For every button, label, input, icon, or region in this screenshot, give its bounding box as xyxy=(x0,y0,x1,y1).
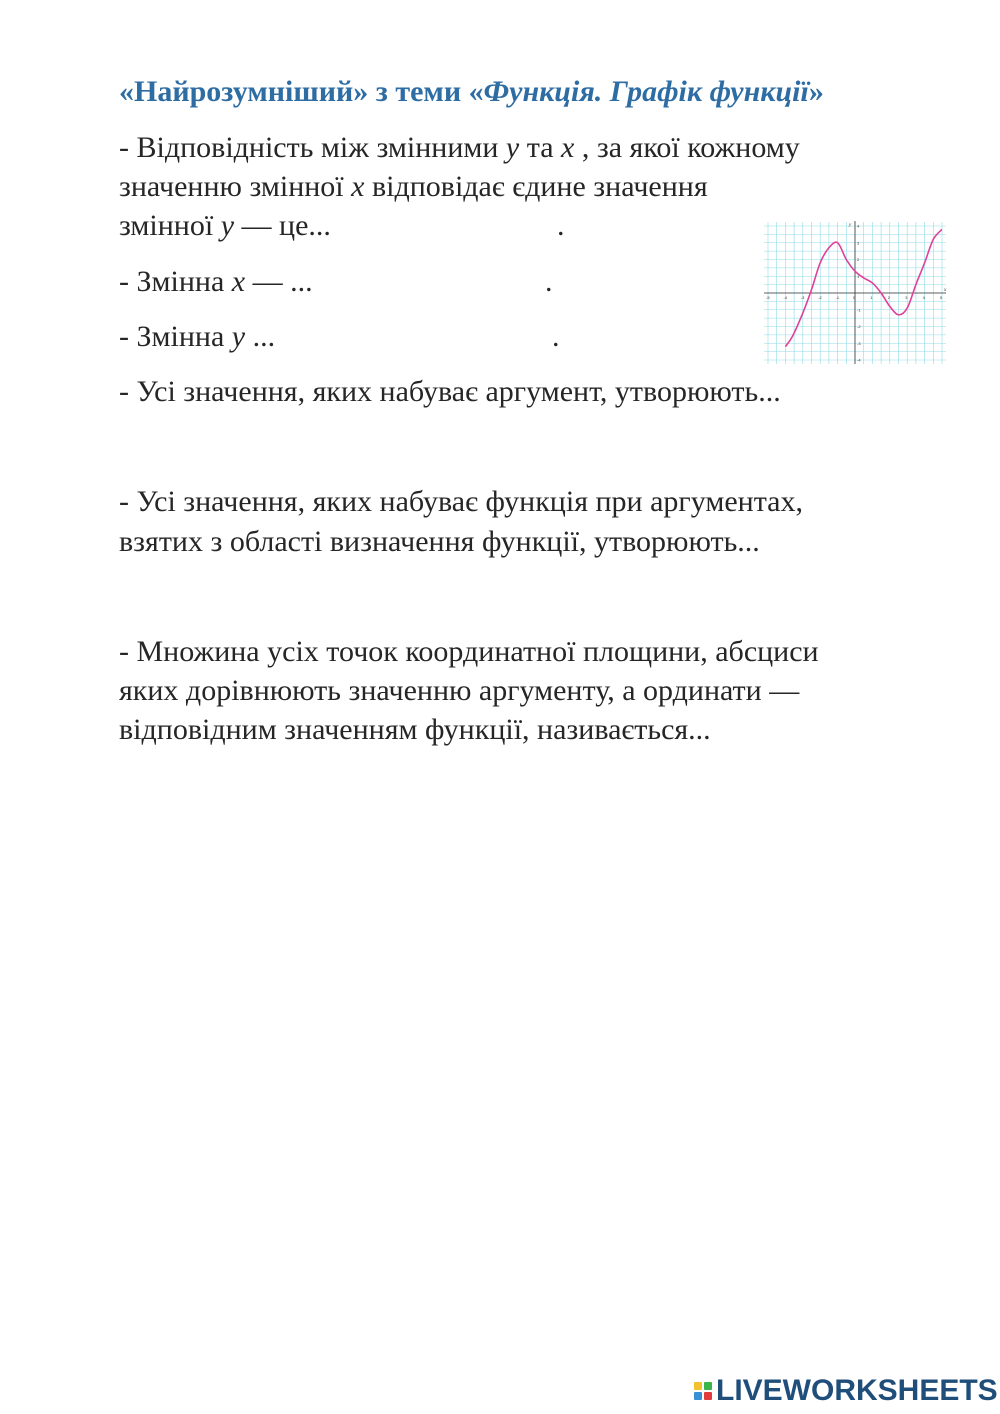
answer-3-end: . xyxy=(552,320,560,353)
question-4: - Усі значення, яких набуває аргумент, утворюють... xyxy=(119,375,781,408)
question-6-line-1: - Множина усіх точок координатної площини, абсциси xyxy=(119,635,819,668)
answer-1-end: . xyxy=(557,209,565,242)
brand-name: LIVEWORKSHEETS xyxy=(716,1374,998,1407)
question-3: - Змінна y ... xyxy=(119,320,276,353)
y-tick-label: -4 xyxy=(857,357,861,363)
x-tick-label: 3 xyxy=(905,295,908,300)
question-2: - Змінна x — ... xyxy=(119,265,313,298)
x-tick-label: -5 xyxy=(766,295,770,300)
function-graph xyxy=(762,220,948,365)
question-6-line-3: відповідним значенням функції, називається... xyxy=(119,713,711,746)
x-tick-label: -2 xyxy=(818,295,822,300)
x-tick-label: 2 xyxy=(887,295,891,300)
y-tick-label: -2 xyxy=(857,324,861,329)
question-1-line-2: значенню змінної x відповідає єдине значення xyxy=(119,170,708,203)
y-tick-label: 2 xyxy=(857,257,860,262)
x-tick-label: 1 xyxy=(870,295,873,300)
liveworksheets-logo xyxy=(694,1374,998,1408)
liveworksheets-logo-icon xyxy=(694,1382,712,1400)
worksheet-title: «Найрозумніший» з теми «Функція. Графік функції» xyxy=(119,75,824,108)
x-tick-label: 4 xyxy=(922,295,925,300)
y-axis-label: y xyxy=(849,223,852,228)
y-tick-label: 3 xyxy=(857,240,860,246)
y-tick-label: -3 xyxy=(857,340,861,346)
y-tick-label: 4 xyxy=(857,223,860,229)
x-tick-label: 0 xyxy=(853,295,856,300)
x-tick-label: -4 xyxy=(783,295,787,300)
y-tick-label: 1 xyxy=(857,273,860,279)
question-1-line-3: змінної y — це... xyxy=(119,209,331,242)
x-tick-label: -3 xyxy=(800,295,805,300)
y-tick-label: -1 xyxy=(857,307,861,313)
graph-axes xyxy=(764,221,947,364)
question-1-line-1: - Відповідність між змінними y та x , за якої кожному xyxy=(119,131,800,164)
x-tick-label: -1 xyxy=(835,295,840,300)
question-6-line-2: яких дорівнюють значенню аргументу, а ординати — xyxy=(119,674,800,707)
x-axis-label: x xyxy=(944,288,947,293)
question-5-line-2: взятих з області визначення функції, утворюють... xyxy=(119,525,760,558)
question-5-line-1: - Усі значення, яких набуває функція при аргументах, xyxy=(119,485,803,518)
x-tick-label: 5 xyxy=(940,295,943,300)
answer-2-end: . xyxy=(545,265,553,298)
